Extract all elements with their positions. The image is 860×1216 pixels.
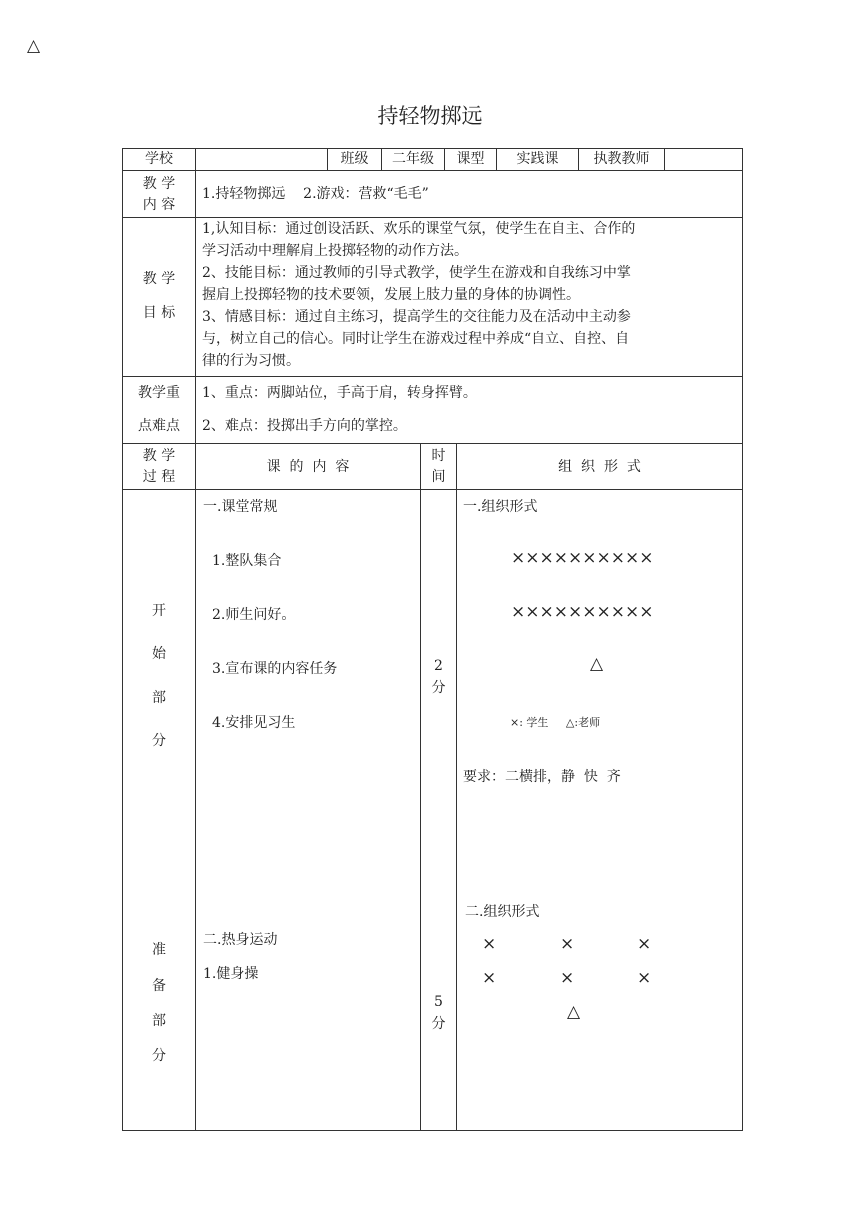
type-label: 课型 bbox=[456, 151, 485, 167]
goals-line: 3、情感目标：通过自主练习，提高学生的交往能力及在活动中主动参 bbox=[202, 309, 631, 325]
student-mark: × bbox=[482, 934, 497, 954]
corner-mark: △ bbox=[27, 36, 41, 56]
process-label-1: 教 学 bbox=[142, 448, 176, 464]
student-row-1: ×××××××××× bbox=[511, 548, 654, 568]
start-heading: 一.课堂常规 bbox=[203, 499, 278, 515]
start-time-unit: 分 bbox=[431, 680, 446, 696]
goals-line: 律的行为习惯。 bbox=[202, 353, 300, 369]
goals-line: 2、技能目标：通过教师的引导式教学，使学生在游戏和自我练习中掌 bbox=[202, 265, 631, 281]
class-label: 班级 bbox=[340, 151, 369, 167]
student-mark: × bbox=[637, 968, 652, 988]
teacher-label: 执教教师 bbox=[593, 151, 650, 167]
content-column-header: 课 的 内 容 bbox=[266, 459, 350, 475]
start-item: 4.安排见习生 bbox=[212, 715, 296, 731]
start-item: 1.整队集合 bbox=[212, 553, 282, 569]
content-label-2: 内 容 bbox=[142, 197, 176, 213]
keypoints-label-1: 教学重 bbox=[138, 385, 180, 401]
grade-value: 二年级 bbox=[392, 151, 434, 167]
teacher-mark: △ bbox=[590, 654, 604, 674]
student-mark: × bbox=[637, 934, 652, 954]
prep-item: 1.健身操 bbox=[203, 966, 259, 982]
formation-legend: ×: 学生 △:老师 bbox=[510, 716, 601, 729]
goals-line: 学习活动中理解肩上投掷轻物的动作方法。 bbox=[202, 243, 468, 259]
goals-line: 与，树立自己的信心。同时让学生在游戏过程中养成“自立、自控、自 bbox=[202, 331, 630, 347]
prep-time-unit: 分 bbox=[431, 1016, 446, 1032]
student-row-2: ×××××××××× bbox=[511, 602, 654, 622]
key-point-text: 1、重点：两脚站位，手高于肩，转身挥臂。 bbox=[202, 385, 477, 401]
start-item: 2.师生问好。 bbox=[212, 607, 296, 623]
start-part-label: 分 bbox=[152, 733, 166, 749]
student-mark: × bbox=[482, 968, 497, 988]
page-title: 持轻物掷远 bbox=[377, 104, 483, 128]
prep-org-heading: 二.组织形式 bbox=[465, 904, 540, 920]
goals-label-1: 教 学 bbox=[142, 271, 176, 287]
goals-text bbox=[202, 218, 635, 372]
start-item: 3.宣布课的内容任务 bbox=[212, 661, 338, 677]
start-time-value: 2 bbox=[434, 658, 443, 674]
prep-part-label: 准 bbox=[152, 942, 166, 958]
prep-part-label: 备 bbox=[152, 978, 166, 994]
prep-heading: 二.热身运动 bbox=[203, 932, 278, 948]
difficulty-text: 2、难点：投掷出手方向的掌控。 bbox=[202, 418, 407, 434]
prep-part-label: 部 bbox=[152, 1013, 166, 1029]
time-header-1: 时 bbox=[431, 448, 446, 464]
teacher-mark: △ bbox=[567, 1002, 581, 1022]
start-part-label: 始 bbox=[152, 646, 166, 662]
content-text: 1.持轻物掷远 2.游戏：营救“毛毛” bbox=[202, 186, 429, 202]
student-mark: × bbox=[560, 934, 575, 954]
goals-line: 握肩上投掷轻物的技术要领，发展上肢力量的身体的协调性。 bbox=[202, 287, 580, 303]
keypoints-label-2: 点难点 bbox=[138, 418, 180, 434]
org-column-header: 组 织 形 式 bbox=[558, 459, 641, 475]
time-header-2: 间 bbox=[431, 469, 446, 485]
prep-time-value: 5 bbox=[434, 994, 443, 1010]
start-requirement: 要求：二横排，静 快 齐 bbox=[463, 769, 621, 785]
start-org-heading: 一.组织形式 bbox=[463, 499, 538, 515]
goals-line: 1,认知目标：通过创设活跃、欢乐的课堂气氛，使学生在自主、合作的 bbox=[202, 221, 636, 237]
content-label-1: 教 学 bbox=[142, 176, 176, 192]
start-part-label: 部 bbox=[152, 690, 166, 706]
prep-part-label: 分 bbox=[152, 1048, 166, 1064]
type-value: 实践课 bbox=[516, 151, 559, 167]
start-part-label: 开 bbox=[152, 603, 166, 619]
process-label-2: 过 程 bbox=[142, 469, 176, 485]
student-mark: × bbox=[560, 968, 575, 988]
goals-label-2: 目 标 bbox=[142, 305, 176, 321]
school-label: 学校 bbox=[145, 151, 173, 167]
